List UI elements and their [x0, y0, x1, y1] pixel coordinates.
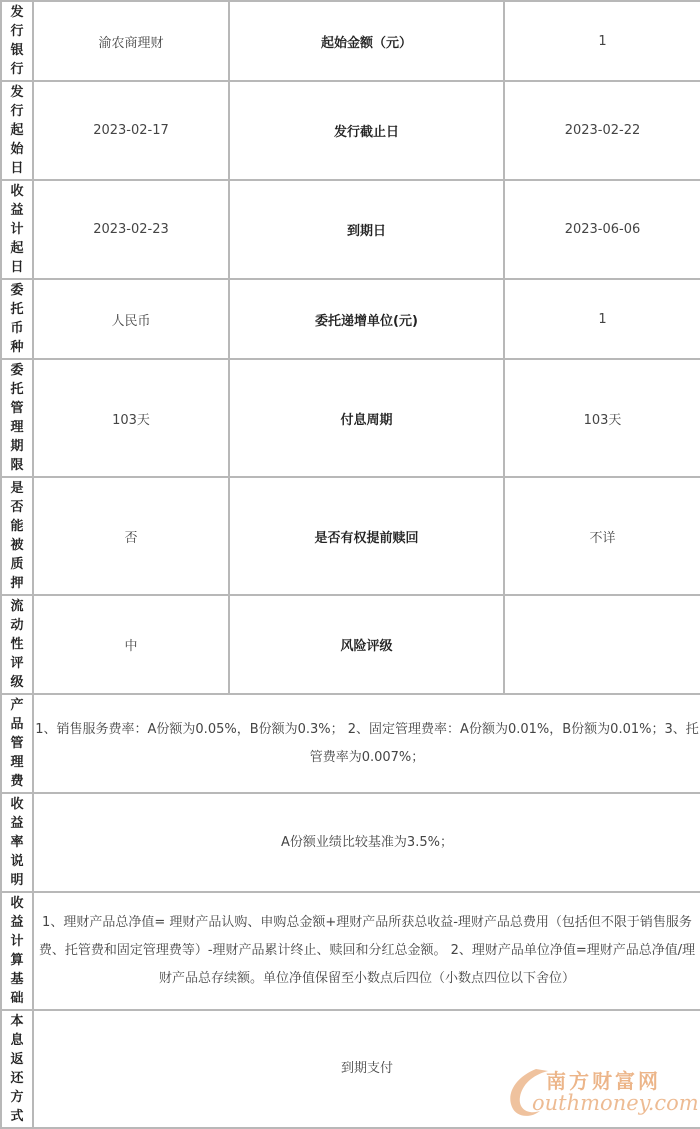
issue-end-key: 发行截止日	[229, 81, 504, 180]
table-row	[1, 180, 700, 279]
table-row	[1, 477, 700, 595]
table-row	[1, 81, 700, 180]
yield-description-text: A份额业绩比较基准为3.5%；	[33, 793, 700, 892]
min-amount-value: 1	[504, 1, 700, 81]
calculation-basis-text: 1、理财产品总净值= 理财产品认购、申购总金额+理财产品所获总收益-理财产品总费用（包括但不限于销售服务费、托管费和固定管理费等）-理财产品累计终止、赎回和分红总金额。 2、理财产品单位净值=理财产品总净值/理财产品总存续额。单位净值保留至小数点后四位（小数点四位以下舍位）	[33, 892, 700, 1010]
issue-start-value: 2023-02-17	[33, 81, 229, 180]
liquidity-value: 中	[33, 595, 229, 694]
table-row	[1, 1, 700, 81]
risk-rating-value	[504, 595, 700, 694]
pledge-value: 否	[33, 477, 229, 595]
row-label: 收 益 率 说 明	[1, 793, 33, 892]
table-row	[1, 595, 700, 694]
issue-end-value: 2023-02-22	[504, 81, 700, 180]
southmoney-watermark	[496, 1063, 699, 1123]
maturity-value: 2023-06-06	[504, 180, 700, 279]
row-label: 委 托 币 种	[1, 279, 33, 359]
yield-start-value: 2023-02-23	[33, 180, 229, 279]
currency-value: 人民币	[33, 279, 229, 359]
row-label: 是 否 能 被 质 押	[1, 477, 33, 595]
watermark-en: outhmoney.com	[532, 1091, 699, 1115]
table-row	[1, 694, 700, 793]
row-label: 发 行 起 始 日	[1, 81, 33, 180]
row-label: 本 息 返 还 方 式	[1, 1010, 33, 1128]
early-redeem-key: 是否有权提前赎回	[229, 477, 504, 595]
interest-period-key: 付息周期	[229, 359, 504, 477]
table-row	[1, 359, 700, 477]
management-fee-text: 1、销售服务费率：A份额为0.05%，B份额为0.3%； 2、固定管理费率：A份额为0.01%，B份额为0.01%；3、托管费率为0.007%；	[33, 694, 700, 793]
row-label: 委 托 管 理 期 限	[1, 359, 33, 477]
interest-period-value: 103天	[504, 359, 700, 477]
issuer-value: 渝农商理财	[33, 1, 229, 81]
table-row	[1, 793, 700, 892]
early-redeem-value: 不详	[504, 477, 700, 595]
row-label: 产 品 管 理 费	[1, 694, 33, 793]
maturity-key: 到期日	[229, 180, 504, 279]
repayment-method-text: 到期支付	[33, 1010, 700, 1128]
watermark-cn: 南方财富网	[546, 1069, 661, 1093]
row-label: 发 行 银 行	[1, 1, 33, 81]
row-label: 收 益 计 起 日	[1, 180, 33, 279]
table-row	[1, 279, 700, 359]
term-value: 103天	[33, 359, 229, 477]
row-label: 收 益 计 算 基 础	[1, 892, 33, 1010]
min-amount-key: 起始金额（元）	[229, 1, 504, 81]
increment-key: 委托递增单位(元)	[229, 279, 504, 359]
increment-value: 1	[504, 279, 700, 359]
product-info-body	[1, 1, 700, 1128]
table-row	[1, 892, 700, 1010]
row-label: 流 动 性 评 级	[1, 595, 33, 694]
risk-rating-key: 风险评级	[229, 595, 504, 694]
